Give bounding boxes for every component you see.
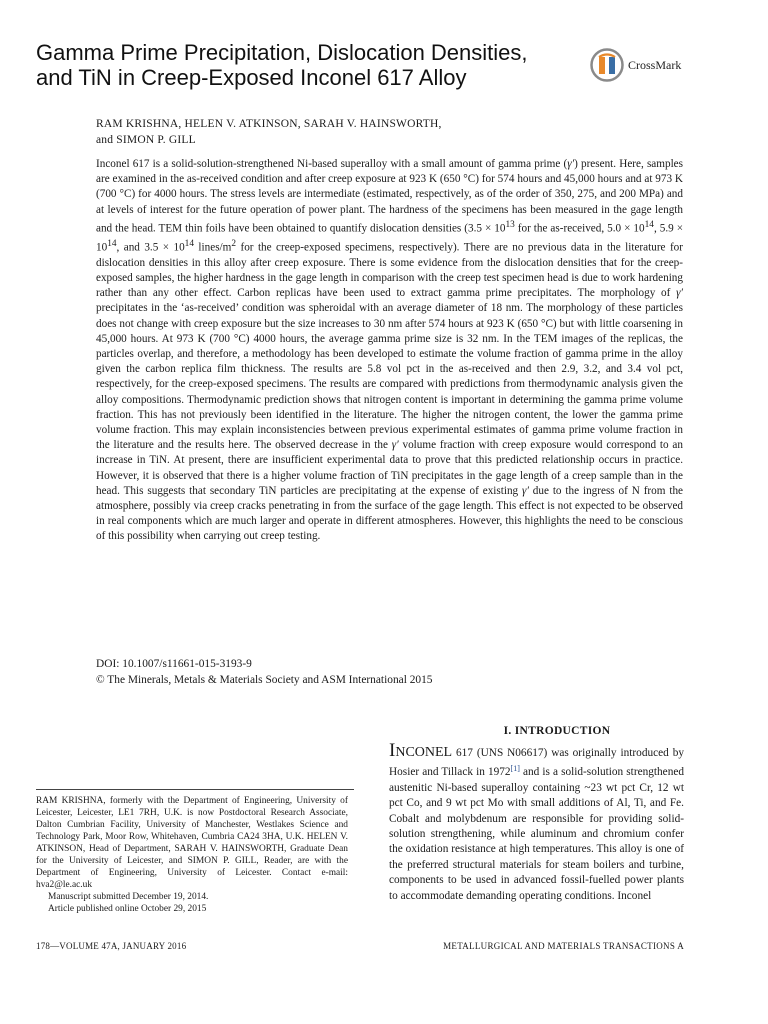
publication-date: Article published online October 29, 2015 — [48, 904, 207, 914]
crossmark-label: CrossMark — [628, 58, 682, 72]
citation-link[interactable]: [1] — [510, 764, 520, 774]
submission-date: Manuscript submitted December 19, 2014. — [48, 892, 209, 902]
crossmark-badge[interactable] — [590, 48, 710, 84]
doi-block — [96, 656, 656, 688]
exponent: 13 — [505, 219, 515, 230]
copyright-line: © The Minerals, Metals & Materials Society and ASM International 2015 — [96, 674, 433, 686]
intro-text: and is a solid-solution strengthened austenitic Ni-based superalloy containing ~23 wt pct Cr, 12 wt pct Co, and 9 wt pct Mo with small additions of Al, Ti, and Fe. Cobalt and molybdenum are responsible for providing solid-solution strengthening, while aluminum and chromium confer the oxidation resistance at high temperatures. This alloy is one of the preferred structural materials for steam boilers and turbine, components to be used in advanced fossil-fuelled power plants to accommodate demanding operating conditions. Inconel — [389, 766, 685, 902]
abstract-text: ) present. Here, samples are examined in the as-received condition and after creep exposure at 923 K (650 °C) for 574 hours and 45,000 hours and at 973 K (700 °C) for 4000 hours. The stress levels are intermediate (estimated, respectively, as of the order of 350, 275, and 200 MPa) and at levels of interest for the future operation of power plant. The hardness of the specimens has been measured in the gage length and the head. TEM thin foils have been obtained to quantify dislocation densities (3.5 × 10 — [96, 158, 683, 235]
paper-title-line-1: Gamma Prime Precipitation, Dislocation Densities, — [36, 40, 528, 65]
gamma-prime-symbol: γ′ — [567, 158, 575, 170]
footer-volume: 178—VOLUME 47A, JANUARY 2016 — [36, 941, 187, 951]
affiliation-text: RAM KRISHNA, formerly with the Department of Engineering, University of Leicester, Leicester, LE1 7RH, U.K. is now Postdoctoral Research Associate, Dalton Cumbrian Facility, University of Manchester, Westlakes Science and Technology Park, Moor Row, Whitehaven, Cumbria CA24 3HA, U.K. HELEN V. ATKINSON, Head of Department, SARAH V. HAINSWORTH, Graduate Dean for the University of Leicester, and SIMON P. GILL, Reader, are with the Department of Engineering, University of Leicester. Contact e-mail: hva2@le.ac.uk — [36, 796, 348, 890]
abstract-text: volume fraction with creep exposure would correspond to an increase in TiN. At present, there are insufficient experimental data to prove that this predicted relationship occurs in practice. However, it is observed that there is a higher volume fraction of TiN precipitates in the gage length of a creep sample than in the head. This suggests that secondary TiN particles are precipitating at the expense of existing — [96, 439, 683, 497]
abstract-text: for the creep-exposed specimens, respectively). There are no previous data in the literature for dislocation densities in this alloy after creep exposure. There is some evidence from the dislocation densities that for the creep-exposed samples, the higher hardness in the gage length in comparison with the creep test specimen head is due to work hardening rather than any other effect. Carbon replicas have been used to extract gamma prime precipitates. The morphology of — [96, 241, 683, 300]
gamma-prime-symbol: γ′ — [522, 484, 529, 497]
abstract-text: , 5.9 × 10 — [96, 222, 684, 254]
author-list — [96, 116, 656, 148]
footer-journal: METALLURGICAL AND MATERIALS TRANSACTIONS A — [443, 941, 684, 951]
exponent: 14 — [107, 238, 117, 249]
exponent: 14 — [644, 219, 654, 230]
author-line-1: RAM KRISHNA, HELEN V. ATKINSON, SARAH V. HAINSWORTH, — [96, 118, 442, 130]
abstract-text: Inconel 617 is a solid-solution-strengthened Ni-based superalloy with a small amount of gamma prime ( — [96, 158, 568, 170]
abstract-text: , and 3.5 × 10 — [116, 241, 185, 254]
paper-title — [36, 40, 596, 90]
footnote-divider — [36, 789, 354, 790]
section-heading-introduction: I. INTRODUCTION — [503, 725, 611, 737]
abstract — [96, 157, 683, 545]
exponent: 14 — [184, 238, 194, 249]
drop-initial: I — [389, 740, 396, 761]
abstract-text: due to the ingress of N from the atmosphere, possibly via creep cracks penetrating in from the surface of the gage length. This effect is not expected to be observed in real components which are much larger and operate in different atmospheres. However, this highlights the need to be conscious of this possibility when carrying out creep testing. — [96, 484, 683, 543]
small-caps-lead: NCONEL — [395, 745, 453, 760]
gamma-prime-symbol: γ′ — [676, 287, 683, 300]
exponent: 2 — [231, 238, 237, 249]
paper-title-line-2: and TiN in Creep-Exposed Inconel 617 Alloy — [36, 65, 467, 90]
abstract-text: lines/m — [194, 241, 232, 254]
author-line-2: and SIMON P. GILL — [96, 134, 196, 146]
introduction-body — [389, 740, 685, 904]
doi-link[interactable]: DOI: 10.1007/s11661-015-3193-9 — [96, 658, 252, 670]
abstract-text: for the as-received, 5.0 × 10 — [514, 222, 645, 235]
author-affiliation-footnote — [36, 795, 348, 915]
abstract-text: precipitates in the ‘as-received’ condition was spheroidal with an average diameter of 18 nm. The morphology of these particles does not change with creep exposure but the size increases to 30 nm after 574 hours at 923 K (650 °C) but with little coarsening in 45,000 hours. At 973 K (700 °C) 4000 hours, the average gamma prime size is 32 nm. In the TEM images of the replicas, the particles overlap, and therefore, a methodology has been developed to estimate the volume fraction of gamma prime in the alloy given the carbon replica film thickness. The results are 5.8 vol pct in the as-received and then 2.9, 3.2, and 3.4 vol pct, respectively, for the creep-exposed specimens. The results are compared with predictions from thermodynamic analysis given the alloy compositions. Thermodynamic prediction shows that nitrogen content is important in determining the gamma prime volume fraction. This has not previously been identified in the literature. The higher the nitrogen content, the lower the gamma prime volume fraction. This may explain inconsistencies between previous experimental estimates of gamma prime volume fraction in the literature and the results here. The observed decrease in the — [96, 302, 683, 452]
intro-text: 617 (UNS N06617) was originally introduced by Hosier and Tillack in 1972 — [389, 747, 684, 779]
gamma-prime-symbol: γ′ — [391, 439, 399, 452]
crossmark-icon — [590, 48, 624, 82]
